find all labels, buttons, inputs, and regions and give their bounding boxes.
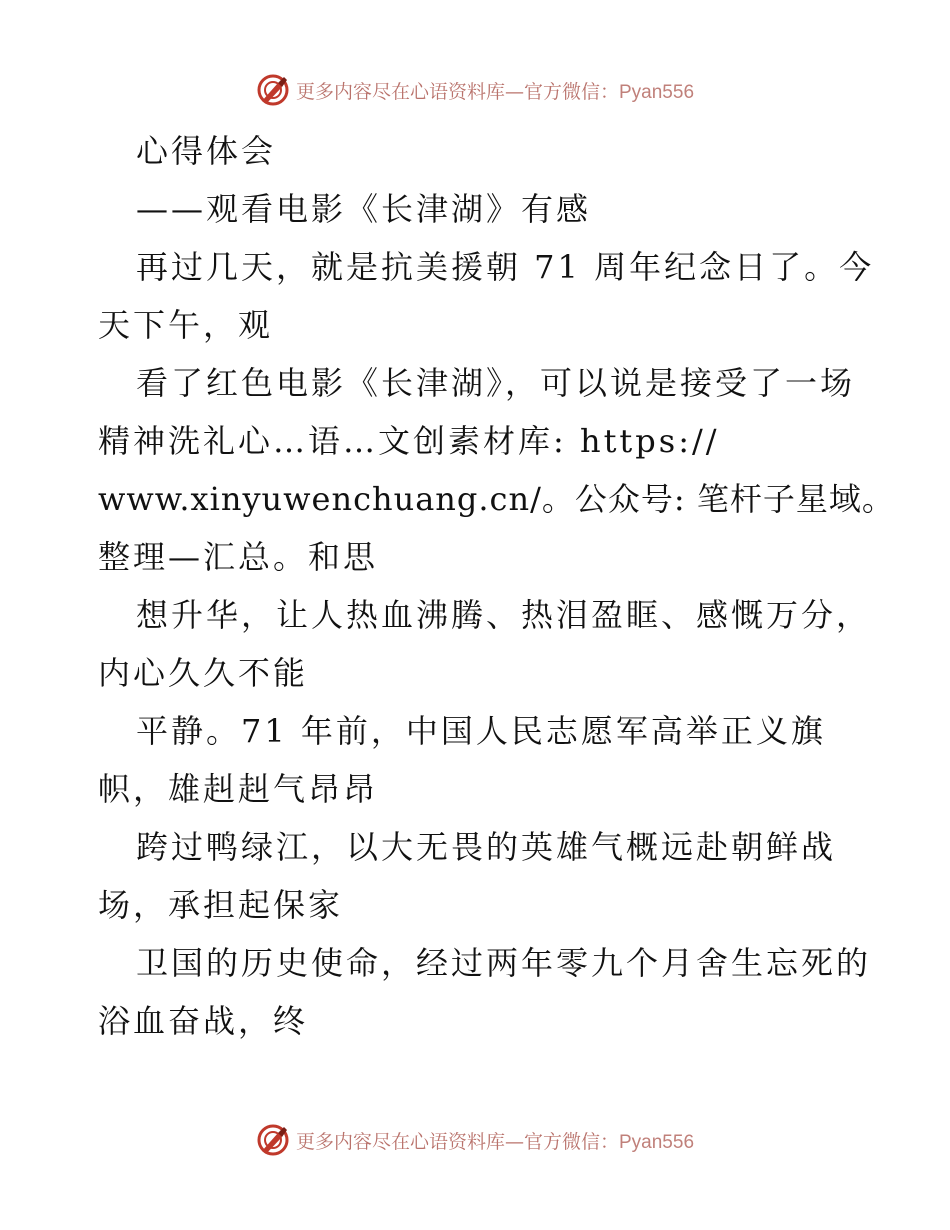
doc-subtitle: ——观看电影《长津湖》有感 bbox=[136, 190, 592, 228]
paragraph-line: 卫国的历史使命，经过两年零九个月舍生忘死的 bbox=[136, 944, 872, 982]
pen-logo-icon bbox=[256, 1123, 290, 1157]
paragraph-line: 浴血奋战，终 bbox=[98, 1002, 309, 1040]
footer-banner bbox=[0, 1120, 950, 1160]
header-contact-id: Pyan556 bbox=[619, 81, 695, 103]
footer-site-name: 更多内容尽在心语资料库 bbox=[295, 1130, 505, 1153]
paragraph-line: 想升华，让人热血沸腾、热泪盈眶、感慨万分， bbox=[136, 596, 872, 634]
paragraph-line: 再过几天，就是抗美援朝 71 周年纪念日了。今 bbox=[136, 248, 875, 286]
paragraph-line: 精神洗礼心…语…文创素材库: https:// bbox=[98, 422, 720, 460]
footer-banner-inner bbox=[256, 1123, 694, 1157]
footer-banner-text bbox=[296, 1127, 694, 1154]
footer-contact-label: 官方微信： bbox=[523, 1130, 619, 1153]
header-contact-label: 官方微信： bbox=[523, 80, 619, 103]
paragraph-line: 看了红色电影《长津湖》，可以说是接受了一场 bbox=[136, 364, 856, 402]
header-separator: — bbox=[504, 80, 524, 103]
header-banner-text bbox=[296, 77, 694, 104]
paragraph-line: 内心久久不能 bbox=[98, 654, 309, 692]
paragraph-line: 平静。71 年前，中国人民志愿军高举正义旗 bbox=[136, 712, 826, 750]
header-banner-inner bbox=[256, 73, 694, 107]
paragraph-line: www.xinyuwenchuang.cn/。公众号: 笔杆子星域。 bbox=[98, 480, 895, 518]
header-site-name: 更多内容尽在心语资料库 bbox=[295, 80, 505, 103]
paragraph-line: 场，承担起保家 bbox=[98, 886, 344, 924]
pen-logo-icon bbox=[256, 73, 290, 107]
paragraph-line: 帜，雄赳赳气昂昂 bbox=[98, 770, 379, 808]
footer-contact-id: Pyan556 bbox=[619, 1131, 695, 1153]
paragraph-line: 天下午，观 bbox=[98, 306, 274, 344]
footer-separator: — bbox=[504, 1130, 524, 1153]
paragraph-line: 整理—汇总。和思 bbox=[98, 538, 379, 576]
document-body bbox=[98, 122, 895, 1050]
header-banner bbox=[0, 70, 950, 110]
doc-title: 心得体会 bbox=[136, 132, 277, 170]
paragraph-line: 跨过鸭绿江，以大无畏的英雄气概远赴朝鲜战 bbox=[136, 828, 837, 866]
